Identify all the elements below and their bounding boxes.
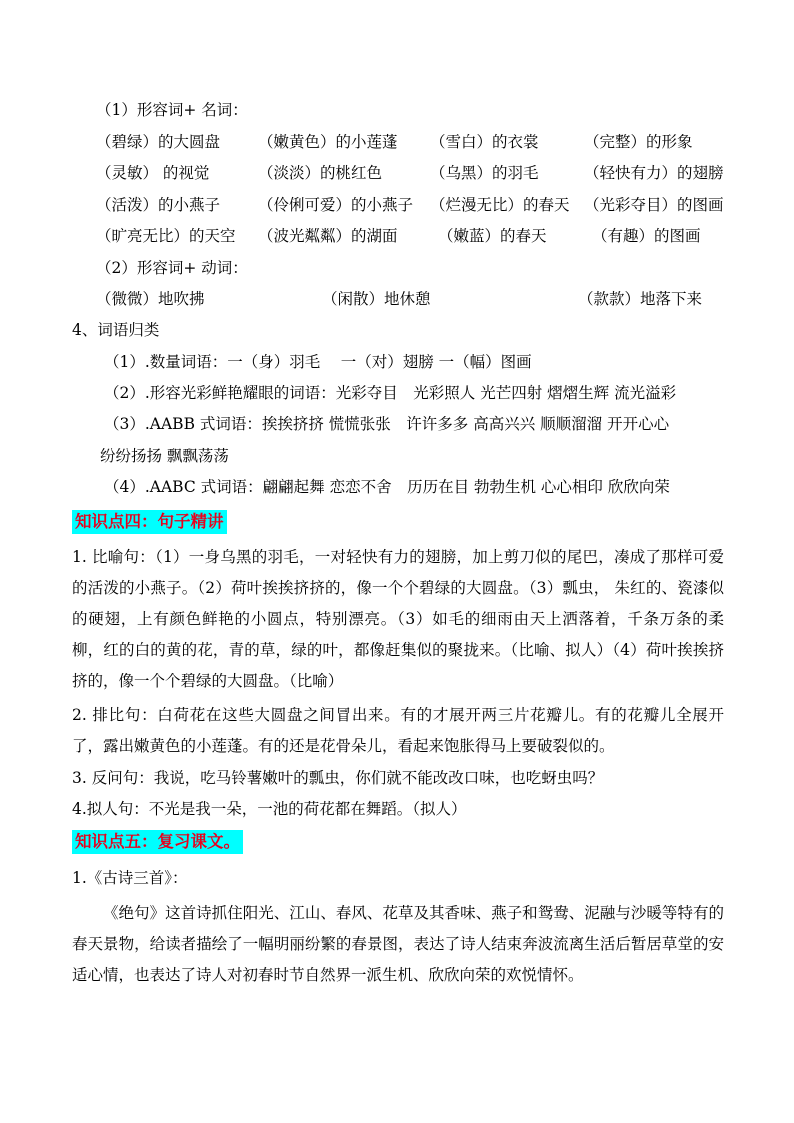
word-group-item: （1）.数量词语：一（身）羽毛 一（对）翅膀 一（幅）图画 bbox=[104, 353, 532, 371]
knowledge-point-4-heading: 知识点四：句子精讲 bbox=[72, 510, 227, 534]
phrase-cell: （雪白）的衣裳 bbox=[430, 133, 539, 151]
phrase-cell: （嫩黄色）的小莲蓬 bbox=[258, 133, 398, 151]
rhetorical-question-sentence: 3. 反问句：我说，吃马铃薯嫩叶的瓢虫，你们就不能改改口味，也吃蚜虫吗？ bbox=[72, 769, 604, 787]
word-group-item: 纷纷扬扬 飘飘荡荡 bbox=[100, 447, 229, 465]
phrase-cell: （碧绿）的大圆盘 bbox=[96, 133, 221, 151]
phrase-cell: （轻快有力）的翅膀 bbox=[584, 164, 724, 182]
phrase-cell: （嫩蓝）的春天 bbox=[438, 227, 547, 245]
phrase-cell: （灵敏） 的视觉 bbox=[96, 164, 210, 182]
section-4-title: 4、词语归类 bbox=[72, 321, 160, 339]
word-group-item: （4）.AABC 式词语：翩翩起舞 恋恋不舍 历历在目 勃勃生机 心心相印 欣欣向荣 bbox=[104, 478, 670, 496]
poem-description: 《绝句》这首诗抓住阳光、江山、春风、花草及其香味、燕子和鸳鸯、泥融与沙暖等特有的春天景物，给读者描绘了一幅明丽纷繁的春景图，表达了诗人结束奔波流离生活后暂居草堂的安适心情，也表达了诗人对初春时节自然界一派生机、欣欣向荣的欢悦情怀。 bbox=[72, 904, 724, 984]
parallelism-sentence: 2. 排比句：白荷花在这些大圆盘之间冒出来。有的才展开两三片花瓣儿。有的花瓣儿全展开了，露出嫩黄色的小莲蓬。有的还是花骨朵儿，看起来饱胀得马上要破裂似的。 bbox=[72, 706, 724, 755]
metaphor-sentences: 1. 比喻句：（1）一身乌黑的羽毛，一对轻快有力的翅膀，加上剪刀似的尾巴，凑成了那样可爱的活泼的小燕子。（2）荷叶挨挨挤挤的，像一个个碧绿的大圆盘。（3）瓢虫， 朱红的、瓷漆似的硬翅，上有颜色鲜艳的小圆点，特别漂亮。（3）如毛的细雨由天上洒落着，千条万条的柔柳，红的白的黄的花，青的草，绿的叶，都像赶集似的聚拢来。（比喻、拟人）（4）荷叶挨挨挤挤的，像一个个碧绿的大圆盘。（比喻） bbox=[72, 548, 724, 690]
phrase-cell: （微微）地吹拂 bbox=[96, 290, 205, 308]
phrase-cell: （烂漫无比）的春天 bbox=[430, 196, 570, 214]
knowledge-point-5-heading: 知识点五：复习课文。 bbox=[72, 830, 243, 854]
phrase-cell: （有趣）的图画 bbox=[592, 227, 701, 245]
word-group-item: （2）.形容光彩鲜艳耀眼的词语：光彩夺目 光彩照人 光芒四射 熠熠生辉 流光溢彩 bbox=[104, 384, 677, 402]
personification-sentence: 4.拟人句：不光是我一朵，一池的荷花都在舞蹈。（拟人） bbox=[72, 800, 467, 818]
section-2-title: （2）形容词+ 动词： bbox=[96, 259, 248, 277]
phrase-cell: （淡淡）的桃红色 bbox=[258, 164, 383, 182]
poem-subheading: 1.《古诗三首》： bbox=[72, 869, 188, 887]
phrase-cell: （款款）地落下来 bbox=[578, 290, 703, 308]
phrase-cell: （完整）的形象 bbox=[584, 133, 693, 151]
phrase-cell: （活泼）的小燕子 bbox=[96, 196, 221, 214]
phrase-cell: （光彩夺目）的图画 bbox=[584, 196, 724, 214]
phrase-cell: （旷亮无比）的天空 bbox=[96, 227, 236, 245]
section-1-title: （1）形容词+ 名词： bbox=[96, 101, 248, 119]
word-group-item: （3）.AABB 式词语：挨挨挤挤 慌慌张张 许许多多 高高兴兴 顺顺溜溜 开开心心 bbox=[104, 415, 670, 433]
phrase-cell: （伶俐可爱）的小燕子 bbox=[258, 196, 414, 214]
phrase-cell: （波光粼粼）的湖面 bbox=[258, 227, 398, 245]
phrase-cell: （闲散）地休憩 bbox=[322, 290, 431, 308]
phrase-cell: （乌黑）的羽毛 bbox=[430, 164, 539, 182]
